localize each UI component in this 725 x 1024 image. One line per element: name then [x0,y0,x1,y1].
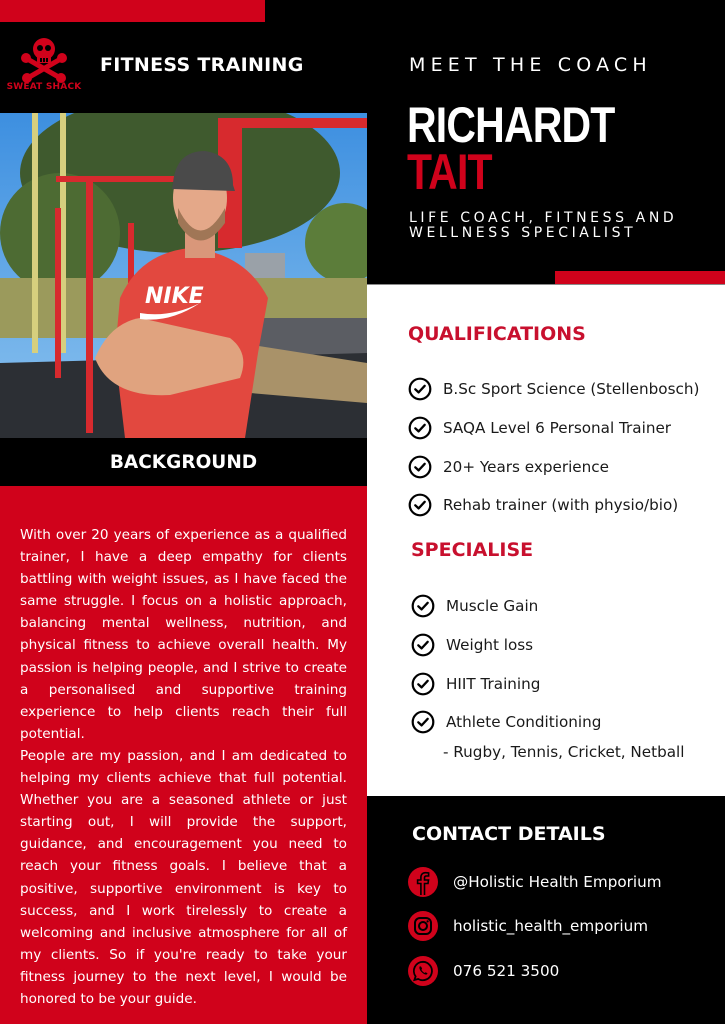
check-circle-icon [411,594,435,618]
list-item-text: Athlete Conditioning [446,713,602,732]
coach-first-name: RICHARDT [407,97,615,153]
list-item-text: Muscle Gain [446,597,539,616]
list-item [411,587,601,626]
header-title: FITNESS TRAINING [100,54,304,76]
specialise-list [411,587,601,742]
background-heading-band [0,438,367,486]
coach-subtitle [409,211,677,241]
shirt-logo-text: NIKE [145,284,204,309]
list-item-text: Rehab trainer (with physio/bio) [443,496,679,515]
contact-text: 076 521 3500 [453,962,560,980]
background-paragraph: With over 20 years of experience as a qualified trainer, I have a deep empathy for clients battling with weight issues, as I have faced the same struggle. I focus on a holistic approach, balancing mental wellness, nutrition, and physical fitness to achieve overall health. My passion is helping people, and I strive to create a personalised and supportive training experience to help clients reach their full potential. [20,527,347,742]
qualifications-panel [367,284,725,796]
coach-subtitle-line: LIFE COACH, FITNESS AND [409,210,678,226]
specialise-title: SPECIALISE [411,539,534,561]
check-circle-icon [411,633,435,657]
check-circle-icon [408,416,432,440]
check-circle-icon [408,455,432,479]
background-panel [0,486,367,1024]
list-item-text: B.Sc Sport Science (Stellenbosch) [443,380,700,399]
meet-the-coach-kicker: MEET THE COACH [409,54,652,76]
list-item [408,370,699,409]
qualifications-title: QUALIFICATIONS [408,323,586,345]
top-accent-bar [0,0,265,22]
list-item-text: SAQA Level 6 Personal Trainer [443,419,672,438]
contact-title: CONTACT DETAILS [412,823,606,845]
contact-facebook[interactable] [407,866,662,898]
list-item-text: HIIT Training [446,674,541,693]
coach-photo-illustration [0,113,367,438]
sweat-shack-logo [6,36,82,98]
contact-text: holistic_health_emporium [453,917,649,935]
skull-crossbones-icon [6,36,82,84]
list-item-text: Weight loss [446,636,534,655]
background-paragraph: People are my passion, and I am dedicated to helping my clients achieve that full potential. Whether you are a seasoned athlete or just starting out, I will provide the support, guidance, and encouragement you need to reach your fitness goals. I believe that a positive, supportive environment is key to success, and I work tirelessly to create a welcoming and inclusive atmosphere for all of my clients. So if you're ready to take your fitness journey to the next level, I would be honored to be your guide. [20,748,347,1008]
list-item [411,626,601,665]
contact-whatsapp[interactable] [407,955,559,987]
logo-text: SWEAT SHACK [6,82,82,92]
facebook-icon [407,866,439,898]
list-item [411,664,601,703]
specialise-sports-note: - Rugby, Tennis, Cricket, Netball [443,743,685,761]
list-item-text: 20+ Years experience [443,457,609,476]
check-circle-icon [411,710,435,734]
check-circle-icon [408,377,432,401]
brand-header [0,22,367,113]
coach-last-name: TAIT [407,144,492,200]
instagram-icon [407,910,439,942]
background-title: BACKGROUND [109,452,258,473]
list-item [408,409,699,448]
qualifications-list [408,370,699,525]
whatsapp-icon [407,955,439,987]
list-item [408,486,699,525]
coach-subtitle-line: WELLNESS SPECIALIST [409,225,637,241]
contact-panel [367,796,725,1024]
list-item [408,447,699,486]
check-circle-icon [411,672,435,696]
list-item [411,703,601,742]
check-circle-icon [408,493,432,517]
coach-photo [0,113,367,438]
contact-instagram[interactable] [407,910,648,942]
contact-text: @Holistic Health Emporium [453,873,662,891]
coach-intro [367,0,725,284]
